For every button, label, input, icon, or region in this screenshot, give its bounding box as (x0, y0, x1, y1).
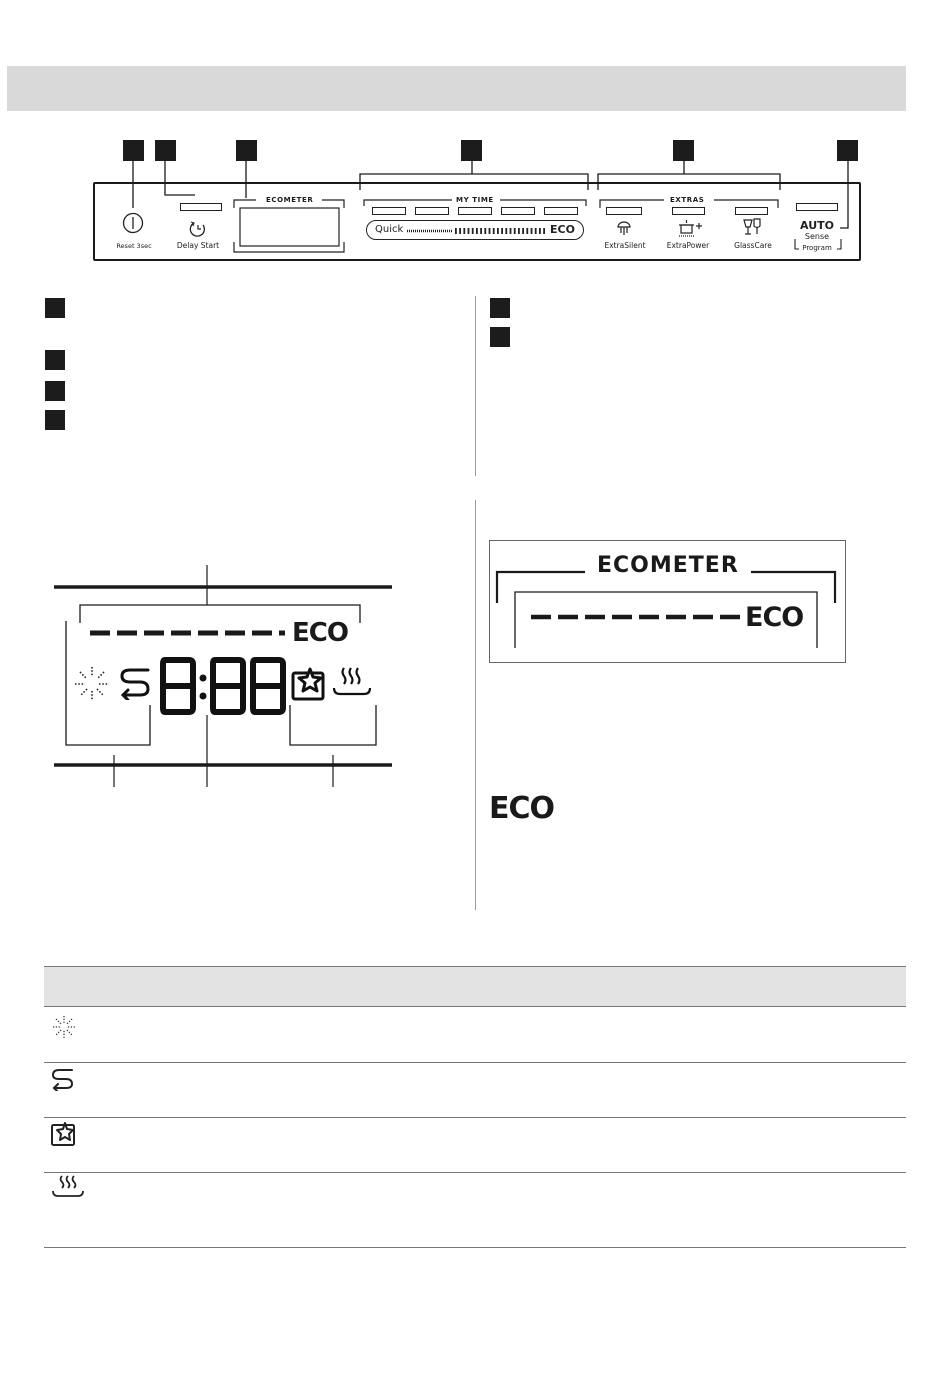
ecometer-detail-eco: ECO (745, 602, 804, 633)
auto-sense-label: Sense (804, 232, 830, 241)
column-divider-bottom (475, 500, 476, 910)
extra-silent-label: ExtraSilent (604, 241, 646, 250)
glass-care-label: GlassCare (734, 241, 772, 250)
rinse-aid-icon (72, 664, 112, 704)
desc-marker-5 (490, 298, 510, 318)
mytime-title: MY TIME (452, 196, 498, 204)
table-rinse-aid-icon (50, 1014, 78, 1040)
extra-power-label: ExtraPower (666, 241, 710, 250)
mytime-indicator-4 (501, 207, 535, 215)
delay-label: Delay Start (176, 241, 220, 250)
mytime-indicator-5 (544, 207, 578, 215)
table-regeneration-icon (50, 1067, 76, 1091)
display-eco-label: ECO (292, 618, 348, 648)
auto-program-label: Program (802, 244, 832, 252)
mytime-quick-label: Quick (375, 224, 404, 235)
ecometer-panel-bracket (232, 196, 347, 254)
auto-indicator (796, 203, 838, 211)
desc-marker-1 (45, 298, 65, 318)
delay-indicator (180, 203, 222, 211)
extras-title: EXTRAS (666, 196, 708, 204)
eco-symbol: ECO (489, 791, 555, 826)
mytime-scale-ticks (407, 226, 547, 236)
extra-power-indicator (672, 207, 705, 215)
auto-off-drying-icon (330, 664, 374, 700)
ecometer-panel-title: ECOMETER (262, 196, 317, 204)
column-divider-top (475, 296, 476, 476)
mytime-indicator-1 (372, 207, 406, 215)
table-row (44, 1173, 906, 1248)
symbol-table (44, 966, 906, 1248)
time-digits-display (160, 656, 288, 716)
extra-silent-indicator (606, 207, 642, 215)
table-row (44, 1007, 906, 1063)
desc-marker-2 (45, 350, 65, 370)
extra-power-icon[interactable] (678, 218, 704, 238)
on-off-button[interactable] (122, 212, 144, 234)
mytime-eco-label: ECO (550, 223, 575, 236)
mytime-indicator-2 (415, 207, 449, 215)
ecometer-detail-title: ECOMETER (597, 553, 739, 578)
mytime-indicator-3 (458, 207, 492, 215)
table-header-row (44, 967, 906, 1007)
table-machine-care-icon (50, 1121, 78, 1147)
regeneration-icon (118, 666, 154, 700)
table-row (44, 1063, 906, 1118)
desc-marker-4 (45, 410, 65, 430)
glass-care-indicator (735, 207, 768, 215)
extra-silent-icon[interactable] (615, 219, 633, 237)
auto-label[interactable]: AUTO (800, 219, 834, 232)
desc-marker-6 (490, 327, 510, 347)
delay-start-button[interactable] (188, 219, 208, 238)
onoff-label: Reset 3sec (116, 242, 152, 250)
table-auto-off-drying-icon (50, 1174, 86, 1200)
table-row (44, 1118, 906, 1173)
desc-marker-3 (45, 381, 65, 401)
machine-care-icon (290, 667, 328, 701)
glass-care-icon[interactable] (742, 218, 764, 238)
